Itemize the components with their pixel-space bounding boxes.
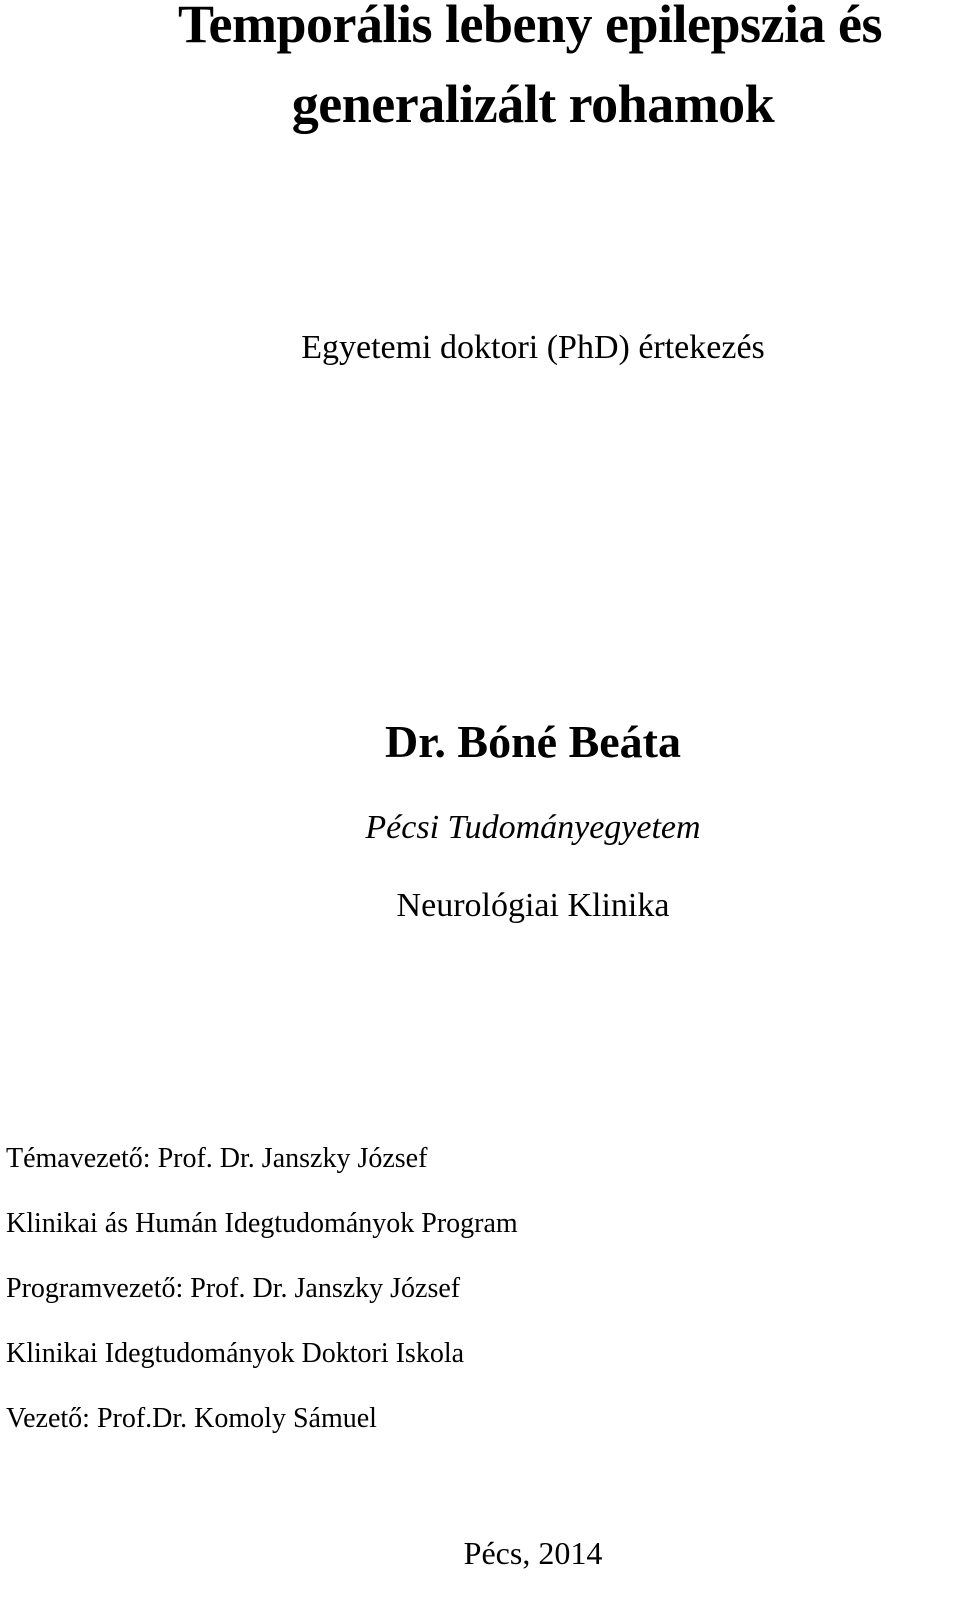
thesis-subtitle: Egyetemi doktori (PhD) értekezés xyxy=(301,329,765,366)
program-leader-line: Programvezető: Prof. Dr. Janszky József xyxy=(6,1273,461,1304)
thesis-title-line-2: generalizált rohamok xyxy=(291,74,775,134)
supervisor-line: Témavezető: Prof. Dr. Janszky József xyxy=(6,1143,428,1174)
clinic-name: Neurológiai Klinika xyxy=(396,887,670,924)
program-line: Klinikai ás Humán Idegtudományok Program xyxy=(6,1208,518,1239)
author-name: Dr. Bóné Beáta xyxy=(384,716,681,767)
school-leader-line: Vezető: Prof.Dr. Komoly Sámuel xyxy=(6,1403,377,1434)
place-and-date: Pécs, 2014 xyxy=(463,1535,603,1571)
university-name: Pécsi Tudományegyetem xyxy=(365,809,701,846)
thesis-title-line-1: Temporális lebeny epilepszia és xyxy=(177,0,882,54)
doctoral-school-line: Klinikai Idegtudományok Doktori Iskola xyxy=(6,1338,465,1369)
